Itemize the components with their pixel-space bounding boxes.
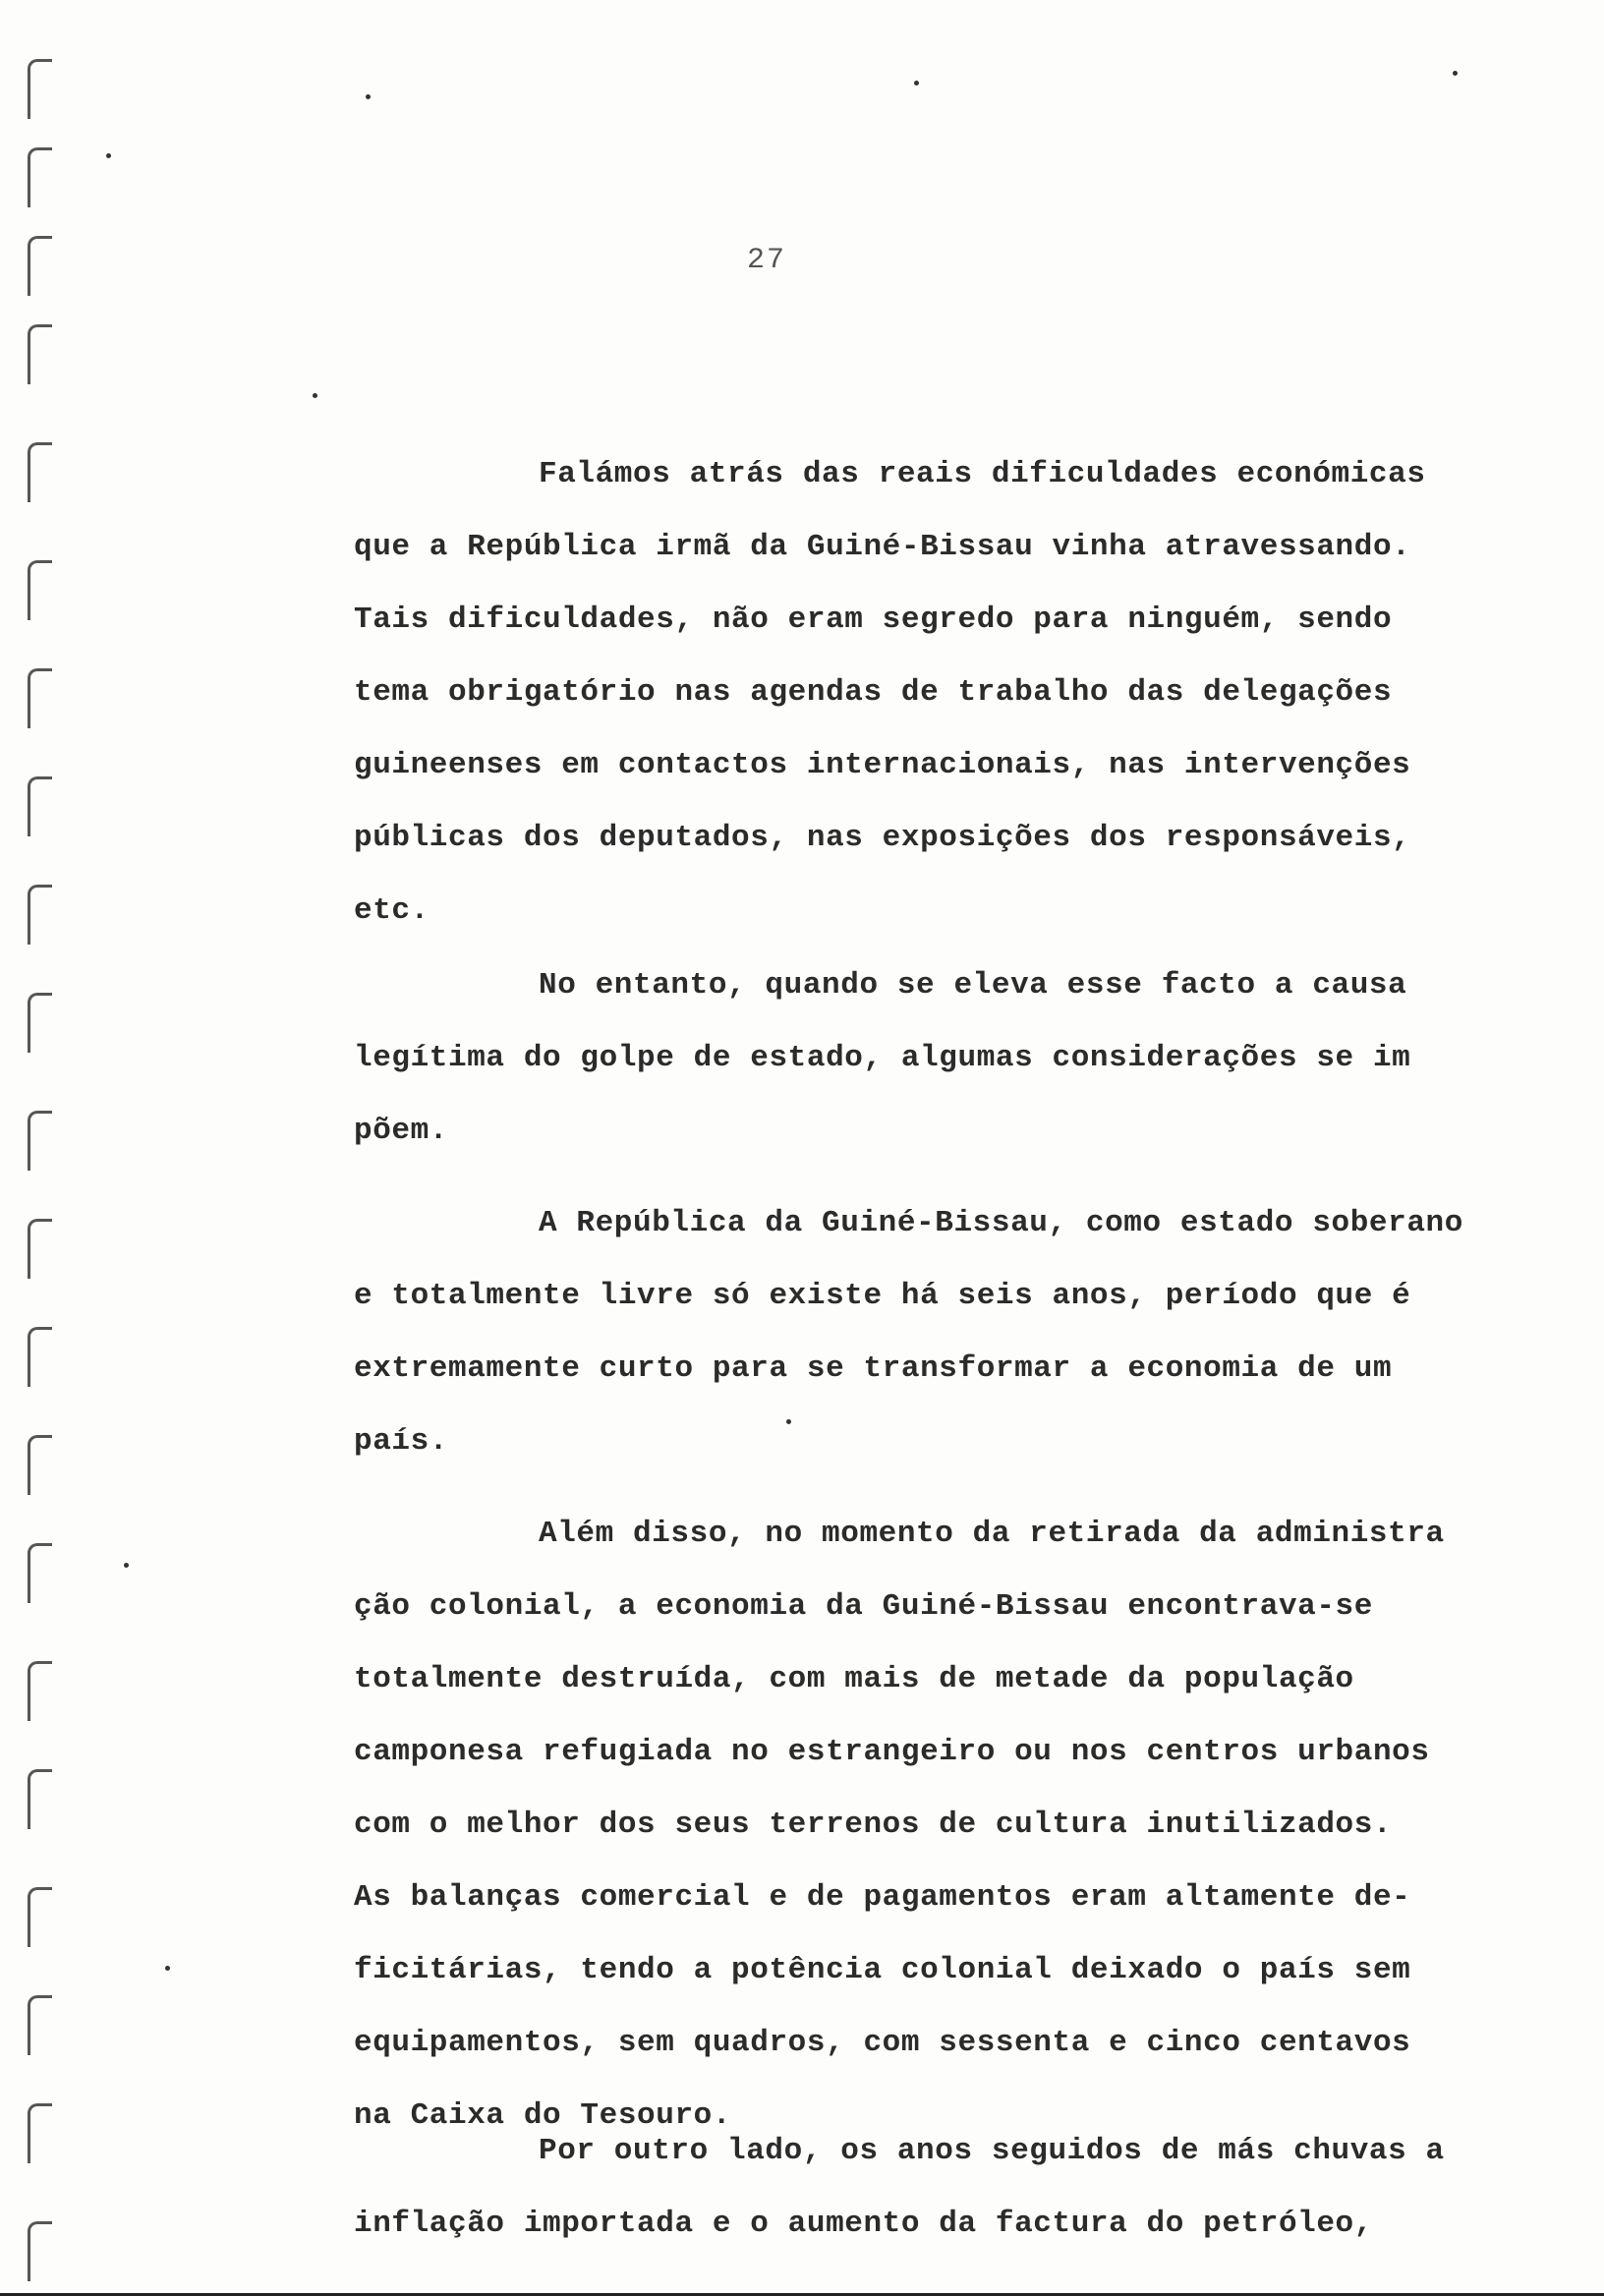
binder-mark [28, 776, 52, 836]
text-line: na Caixa do Tesouro. [354, 2098, 732, 2133]
binder-mark [28, 668, 52, 728]
binder-mark [28, 1543, 52, 1603]
binder-mark [28, 442, 52, 502]
binder-mark [28, 236, 52, 296]
binder-mark [28, 1327, 52, 1387]
text-line: Por outro lado, os anos seguidos de más chuvas a [539, 2134, 1445, 2168]
page-number: 27 [747, 244, 787, 277]
text-line: extremamente curto para se transformar a economia de um [354, 1351, 1393, 1386]
binder-mark [28, 885, 52, 945]
text-line: ção colonial, a economia da Guiné-Bissau encontrava-se [354, 1589, 1373, 1624]
text-line: que a República irmã da Guiné-Bissau vinha atravessando. [354, 530, 1411, 564]
scan-speck [124, 1563, 129, 1568]
scan-speck [313, 393, 317, 398]
text-line: A República da Guiné-Bissau, como estado soberano [539, 1206, 1463, 1240]
text-line: camponesa refugiada no estrangeiro ou nos centros urbanos [354, 1735, 1430, 1769]
paragraph [354, 1498, 1484, 2152]
text-line: inflação importada e o aumento da factura do petróleo, [354, 2207, 1373, 2241]
paragraph [354, 2115, 1484, 2261]
scan-speck [1453, 71, 1458, 76]
binder-mark [28, 147, 52, 207]
text-line: país. [354, 1424, 449, 1459]
scan-speck [914, 81, 919, 86]
binder-mark [28, 560, 52, 620]
text-line: públicas dos deputados, nas exposições dos responsáveis, [354, 821, 1411, 855]
binder-mark [28, 1995, 52, 2055]
text-line: Falámos atrás das reais dificuldades económicas [539, 457, 1426, 491]
binder-mark [28, 1435, 52, 1495]
text-line: equipamentos, sem quadros, com sessenta e cinco centavos [354, 2026, 1411, 2060]
scan-speck [165, 1966, 170, 1971]
paragraph [354, 1187, 1484, 1478]
binder-mark [28, 59, 52, 119]
binder-mark [28, 1661, 52, 1721]
paragraph [354, 949, 1484, 1168]
text-line: As balanças comercial e de pagamentos eram altamente de- [354, 1880, 1411, 1915]
text-line: etc. [354, 893, 430, 928]
text-line: e totalmente livre só existe há seis anos, período que é [354, 1279, 1411, 1313]
text-line: tema obrigatório nas agendas de trabalho das delegações [354, 675, 1393, 710]
text-line: guineenses em contactos internacionais, nas intervenções [354, 748, 1411, 782]
binder-mark [28, 2103, 52, 2163]
text-line: totalmente destruída, com mais de metade da população [354, 1662, 1354, 1696]
binder-mark [28, 2221, 52, 2281]
binder-mark [28, 324, 52, 384]
text-line: põem. [354, 1114, 449, 1148]
text-line: Além disso, no momento da retirada da administra [539, 1517, 1445, 1551]
text-line: Tais dificuldades, não eram segredo para ninguém, sendo [354, 603, 1393, 637]
binder-mark [28, 1219, 52, 1279]
binder-mark [28, 1769, 52, 1829]
text-line: ficitárias, tendo a potência colonial deixado o país sem [354, 1953, 1411, 1987]
text-line: com o melhor dos seus terrenos de cultura inutilizados. [354, 1808, 1393, 1842]
paragraph [354, 438, 1484, 947]
scan-speck [106, 153, 111, 158]
text-line: No entanto, quando se eleva esse facto a causa [539, 968, 1407, 1003]
binder-mark [28, 993, 52, 1053]
binder-mark [28, 1887, 52, 1947]
text-line: legítima do golpe de estado, algumas considerações se im [354, 1041, 1411, 1075]
binder-mark [28, 1111, 52, 1171]
scan-speck [366, 94, 371, 99]
